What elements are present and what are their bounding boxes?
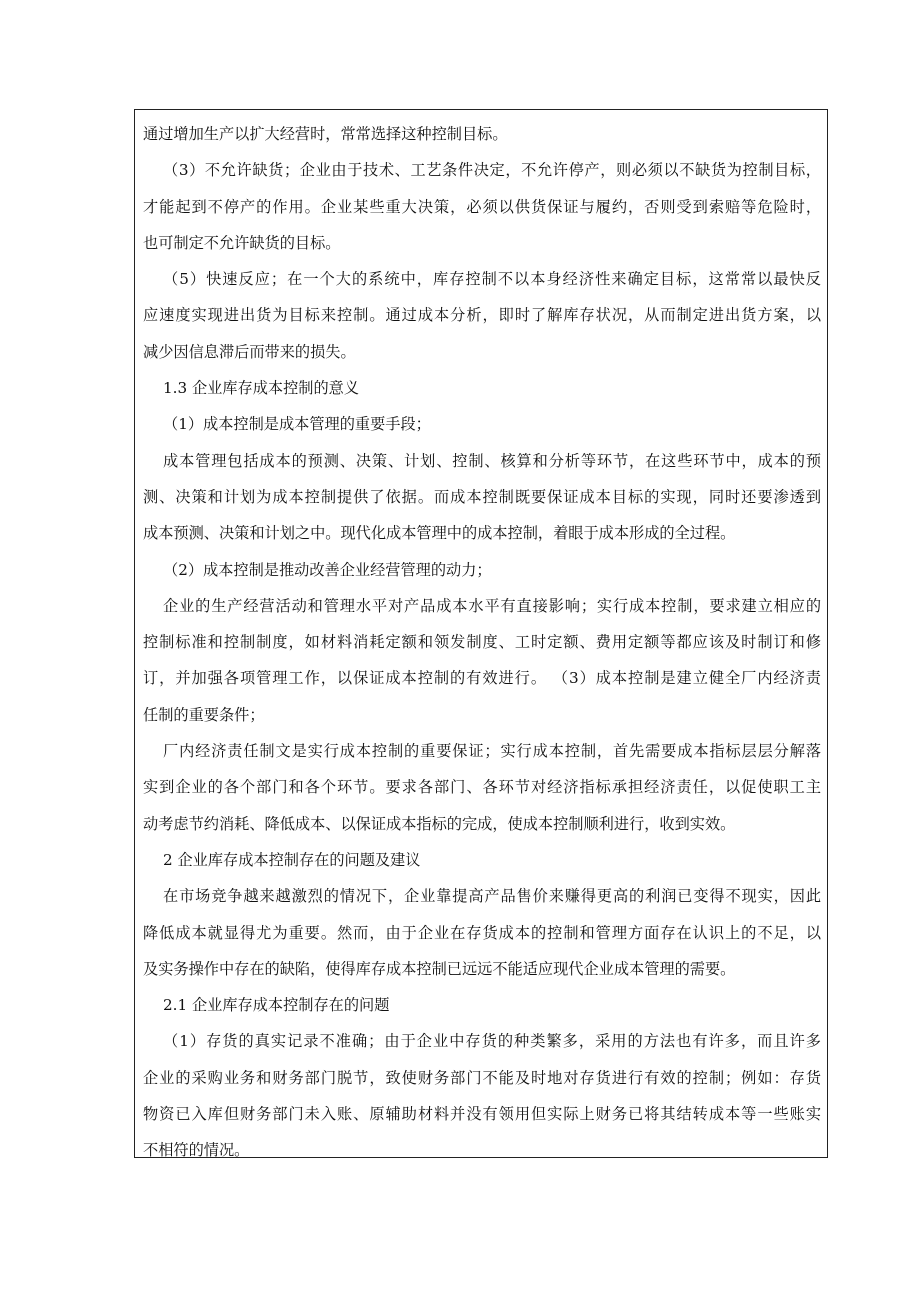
text-line: 在市场竞争越来越激烈的情况下，企业靠提高产品售价来赚得更高的利润已变得不现实，因此	[163, 887, 821, 906]
text-line: （1）存货的真实记录不准确；由于企业中存货的种类繁多，采用的方法也有许多，而且许多	[163, 1032, 821, 1051]
text-line: 厂内经济责任制文是实行成本控制的重要保证；实行成本控制，首先需要成本指标层层分解落	[163, 742, 821, 761]
text-line: 企业的采购业务和财务部门脱节，致使财务部门不能及时地对存货进行有效的控制；例如：存货	[143, 1068, 821, 1087]
text-line: （5）快速反应；在一个大的系统中，库存控制不以本身经济性来确定目标，这常常以最快反	[163, 270, 821, 289]
text-line: （1）成本控制是成本管理的重要手段；	[163, 415, 431, 434]
text-line: 实到企业的各个部门和各个环节。要求各部门、各环节对经济指标承担经济责任，以促使职工主	[143, 778, 821, 797]
text-line: 才能起到不停产的作用。企业某些重大决策，必须以供货保证与履约，否则受到索赔等危险时，	[143, 197, 821, 216]
document-frame	[134, 109, 828, 1158]
text-line: 成本预测、决策和计划之中。现代化成本管理中的成本控制，着眼于成本形成的全过程。	[143, 524, 736, 543]
text-line: 应速度实现进出货为目标来控制。通过成本分析，即时了解库存状况，从而制定进出货方案，以	[143, 306, 821, 325]
text-line: 降低成本就显得尤为重要。然而，由于企业在存货成本的控制和管理方面存在认识上的不足，以	[143, 923, 821, 942]
text-line: （3）不允许缺货；企业由于技术、工艺条件决定，不允许停产，则必须以不缺货为控制目标，	[163, 161, 821, 180]
text-line: 成本管理包括成本的预测、决策、计划、控制、核算和分析等环节，在这些环节中，成本的预	[163, 451, 821, 470]
text-line: 2.1 企业库存成本控制存在的问题	[163, 996, 390, 1015]
text-line: 企业的生产经营活动和管理水平对产品成本水平有直接影响；实行成本控制，要求建立相应的	[163, 596, 821, 615]
text-line: 通过增加生产以扩大经营时，常常选择这种控制目标。	[143, 125, 508, 143]
text-line: 也可制定不允许缺货的目标。	[143, 233, 341, 252]
text-line: （2）成本控制是推动改善企业经营管理的动力；	[163, 560, 492, 579]
text-line: 任制的重要条件；	[143, 705, 265, 724]
text-line: 及实务操作中存在的缺陷，使得库存成本控制已远远不能适应现代企业成本管理的需要。	[143, 959, 736, 978]
text-line: 订，并加强各项管理工作，以保证成本控制的有效进行。 （3）成本控制是建立健全厂内经济责	[143, 669, 821, 688]
text-line: 减少因信息滞后而带来的损失。	[143, 342, 356, 361]
text-line: 动考虑节约消耗、降低成本、以保证成本指标的完成，使成本控制顺利进行，收到实效。	[143, 814, 736, 833]
document-body	[143, 116, 821, 1169]
text-line: 1.3 企业库存成本控制的意义	[163, 379, 360, 398]
text-line: 不相符的情况。	[143, 1141, 250, 1160]
text-line: 测、决策和计划为成本控制提供了依据。而成本控制既要保证成本目标的实现，同时还要渗透到	[143, 487, 821, 506]
text-line: 2 企业库存成本控制存在的问题及建议	[163, 850, 421, 869]
text-line: 控制标准和控制制度，如材料消耗定额和领发制度、工时定额、费用定额等都应该及时制订和修	[143, 633, 821, 652]
text-line: 物资已入库但财务部门未入账、原辅助材料并没有领用但实际上财务已将其结转成本等一些账实	[143, 1105, 821, 1124]
